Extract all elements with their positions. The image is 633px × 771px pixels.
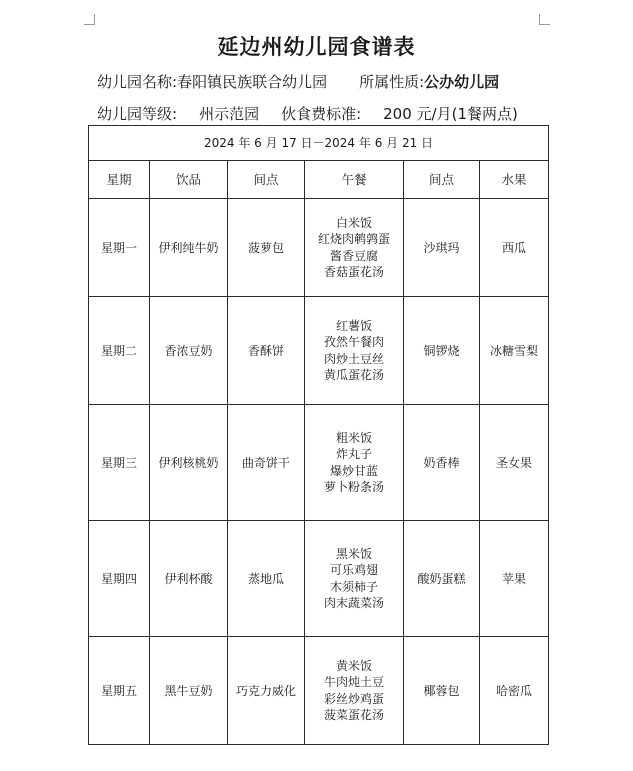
day-cell: 星期四 [89,521,150,637]
drink-cell: 伊利纯牛奶 [150,199,228,297]
drink-cell: 伊利核桃奶 [150,405,228,521]
kindergarten-type-value: 公办幼儿园 [424,73,500,91]
fee-label: 伙食费标准: [281,105,362,123]
lunch-item: 菠菜蛋花汤 [323,708,384,722]
table-row [89,199,549,297]
date-range: 2024 年 6 月 17 日－2024 年 6 月 21 日 [89,126,549,161]
lunch-cell [305,521,404,637]
menu-table [88,125,549,745]
kindergarten-name-value: 春阳镇民族联合幼儿园 [177,73,328,91]
header-snack-2: 间点 [404,161,480,199]
lunch-item: 肉炒土豆丝 [323,351,384,366]
date-row [89,126,549,161]
day-cell: 星期一 [89,199,150,297]
snack-1-cell: 巧克力威化 [228,637,305,745]
lunch-cell [305,405,404,521]
header-snack-1: 间点 [228,161,305,199]
kindergarten-type-label: 所属性质: [359,73,425,91]
table-row [89,405,549,521]
day-cell: 星期三 [89,405,150,521]
table-row [89,637,549,745]
page-corner-mark-left [84,14,95,25]
snack-1-cell: 曲奇饼干 [228,405,305,521]
day-cell: 星期二 [89,297,150,405]
lunch-item: 爆炒甘蓝 [329,463,378,478]
lunch-item: 萝卜粉条汤 [323,480,384,494]
kindergarten-name-label: 幼儿园名称: [97,73,178,91]
lunch-item: 肉末蔬菜汤 [323,596,384,610]
lunch-item: 黄瓜蛋花汤 [323,368,384,382]
fruit-cell: 圣女果 [480,405,549,521]
lunch-item: 酱香豆腐 [329,248,378,263]
header-row [89,161,549,199]
snack-1-cell: 蒸地瓜 [228,521,305,637]
drink-cell: 伊利杯酸 [150,521,228,637]
lunch-item: 黄米饭 [335,658,372,673]
fruit-cell: 哈密瓜 [480,637,549,745]
snack-2-cell: 沙琪玛 [404,199,480,297]
lunch-item: 黑米饭 [335,546,372,561]
lunch-item: 孜然午餐肉 [323,335,384,349]
header-fruit: 水果 [480,161,549,199]
day-cell: 星期五 [89,637,150,745]
kindergarten-level-label: 幼儿园等级: [97,105,178,123]
header-drink: 饮品 [150,161,228,199]
snack-2-cell: 酸奶蛋糕 [404,521,480,637]
info-line-1 [97,71,499,92]
lunch-item: 粗米饭 [335,430,372,445]
fruit-cell: 西瓜 [480,199,549,297]
fruit-cell: 冰糖雪梨 [480,297,549,405]
fruit-cell: 苹果 [480,521,549,637]
lunch-item: 牛肉炖土豆 [323,675,384,689]
table-row [89,521,549,637]
snack-1-cell: 香酥饼 [228,297,305,405]
lunch-item: 可乐鸡翅 [329,563,378,577]
snack-2-cell: 椰蓉包 [404,637,480,745]
drink-cell: 黑牛豆奶 [150,637,228,745]
snack-1-cell: 菠萝包 [228,199,305,297]
page-corner-mark-right [539,14,550,25]
document-title: 延边州幼儿园食谱表 [217,34,416,59]
snack-2-cell: 铜锣烧 [404,297,480,405]
lunch-cell [305,199,404,297]
lunch-cell [305,637,404,745]
table-row [89,297,549,405]
header-lunch: 午餐 [305,161,404,199]
lunch-item: 红烧肉鹌鹑蛋 [317,232,390,246]
lunch-cell [305,297,404,405]
kindergarten-level-value: 州示范园 [199,105,260,123]
drink-cell: 香浓豆奶 [150,297,228,405]
header-day: 星期 [89,161,150,199]
info-line-2 [97,103,518,124]
lunch-item: 炸丸子 [335,447,372,461]
lunch-item: 彩丝炒鸡蛋 [323,691,384,706]
lunch-item: 香菇蛋花汤 [323,265,384,279]
snack-2-cell: 奶香棒 [404,405,480,521]
lunch-item: 红薯饭 [335,318,372,333]
lunch-item: 木须柿子 [329,579,378,594]
lunch-item: 白米饭 [335,215,372,230]
fee-value: 200 元/月(1餐两点) [383,105,518,123]
